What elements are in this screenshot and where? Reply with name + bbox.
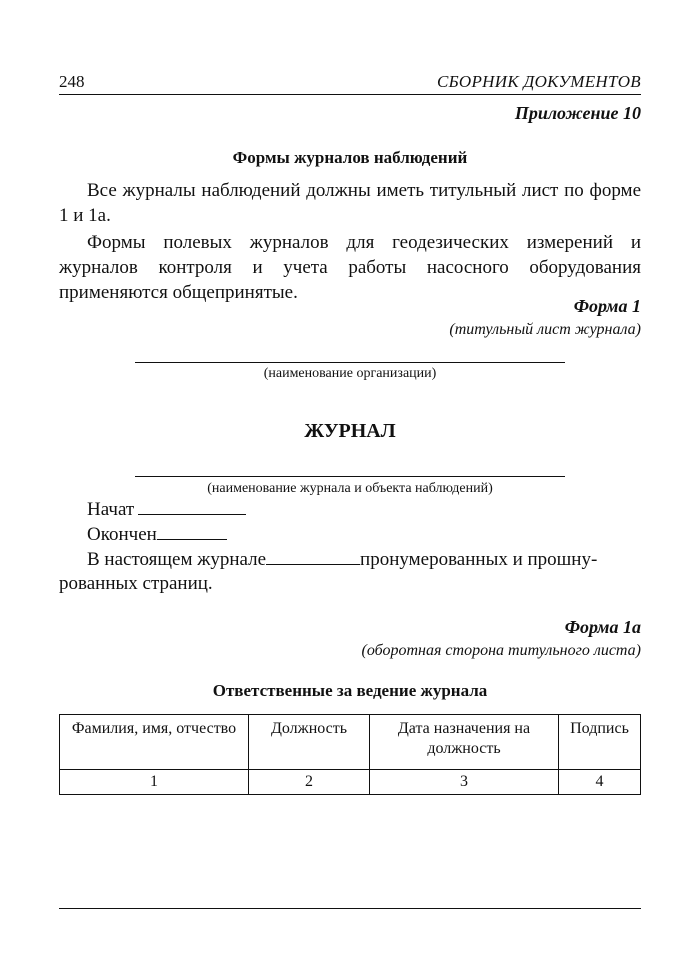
footer-rule [59, 908, 641, 909]
form-1a-subtitle: (оборотная сторона титульного листа) [361, 642, 641, 659]
table-cell: 1 [60, 770, 249, 795]
started-blank [138, 496, 246, 515]
journal-name-line [135, 476, 565, 477]
table-row [60, 770, 641, 795]
col-appointment-date: Дата назначения на должность [370, 715, 559, 770]
responsibles-table [59, 714, 641, 795]
pages-line [87, 546, 641, 572]
finished-blank [157, 521, 227, 540]
paragraph-field-journals: Формы полевых журналов для геодезических измерений и журналов контроля и учета работы насосного оборудования применяются общепринятые. [59, 232, 641, 303]
org-name-line [135, 362, 565, 363]
responsibles-table-title: Ответственные за ведение журнала [212, 681, 488, 700]
started-line [87, 496, 246, 522]
journal-name-caption: (наименование журнала и объекта наблюдений) [207, 481, 493, 496]
col-position: Должность [249, 715, 370, 770]
col-signature: Подпись [559, 715, 641, 770]
pages-blank [266, 546, 360, 565]
document-page [59, 0, 641, 972]
col-full-name: Фамилия, имя, отчество [60, 715, 249, 770]
pages-text-before: В настоящем журнале [87, 549, 267, 570]
journal-title: ЖУРНАЛ [304, 420, 396, 442]
form-1-subtitle: (титульный лист журнала) [449, 321, 641, 338]
form-1-label: Форма 1 [573, 296, 641, 316]
form-1a-label: Форма 1а [564, 617, 641, 637]
section-title: Формы журналов наблюдений [232, 148, 468, 167]
org-name-caption: (наименование организации) [263, 366, 437, 381]
pages-line-2: рованных страниц. [59, 573, 213, 594]
table-cell: 2 [249, 770, 370, 795]
running-title: СБОРНИК ДОКУМЕНТОВ [436, 72, 641, 91]
page-number: 248 [59, 72, 85, 91]
finished-label: Окончен [87, 524, 157, 545]
table-header-row [60, 715, 641, 770]
pages-text-after: пронумерованных и прошну- [360, 549, 598, 570]
page-header [59, 72, 641, 95]
table-cell: 4 [559, 770, 641, 795]
paragraph-title-page: Все журналы наблюдений должны иметь титульный лист по форме 1 и 1а. [59, 180, 641, 226]
started-label: Начат [87, 499, 135, 520]
appendix-label: Приложение 10 [514, 103, 641, 123]
table-cell: 3 [370, 770, 559, 795]
finished-line [87, 521, 227, 547]
